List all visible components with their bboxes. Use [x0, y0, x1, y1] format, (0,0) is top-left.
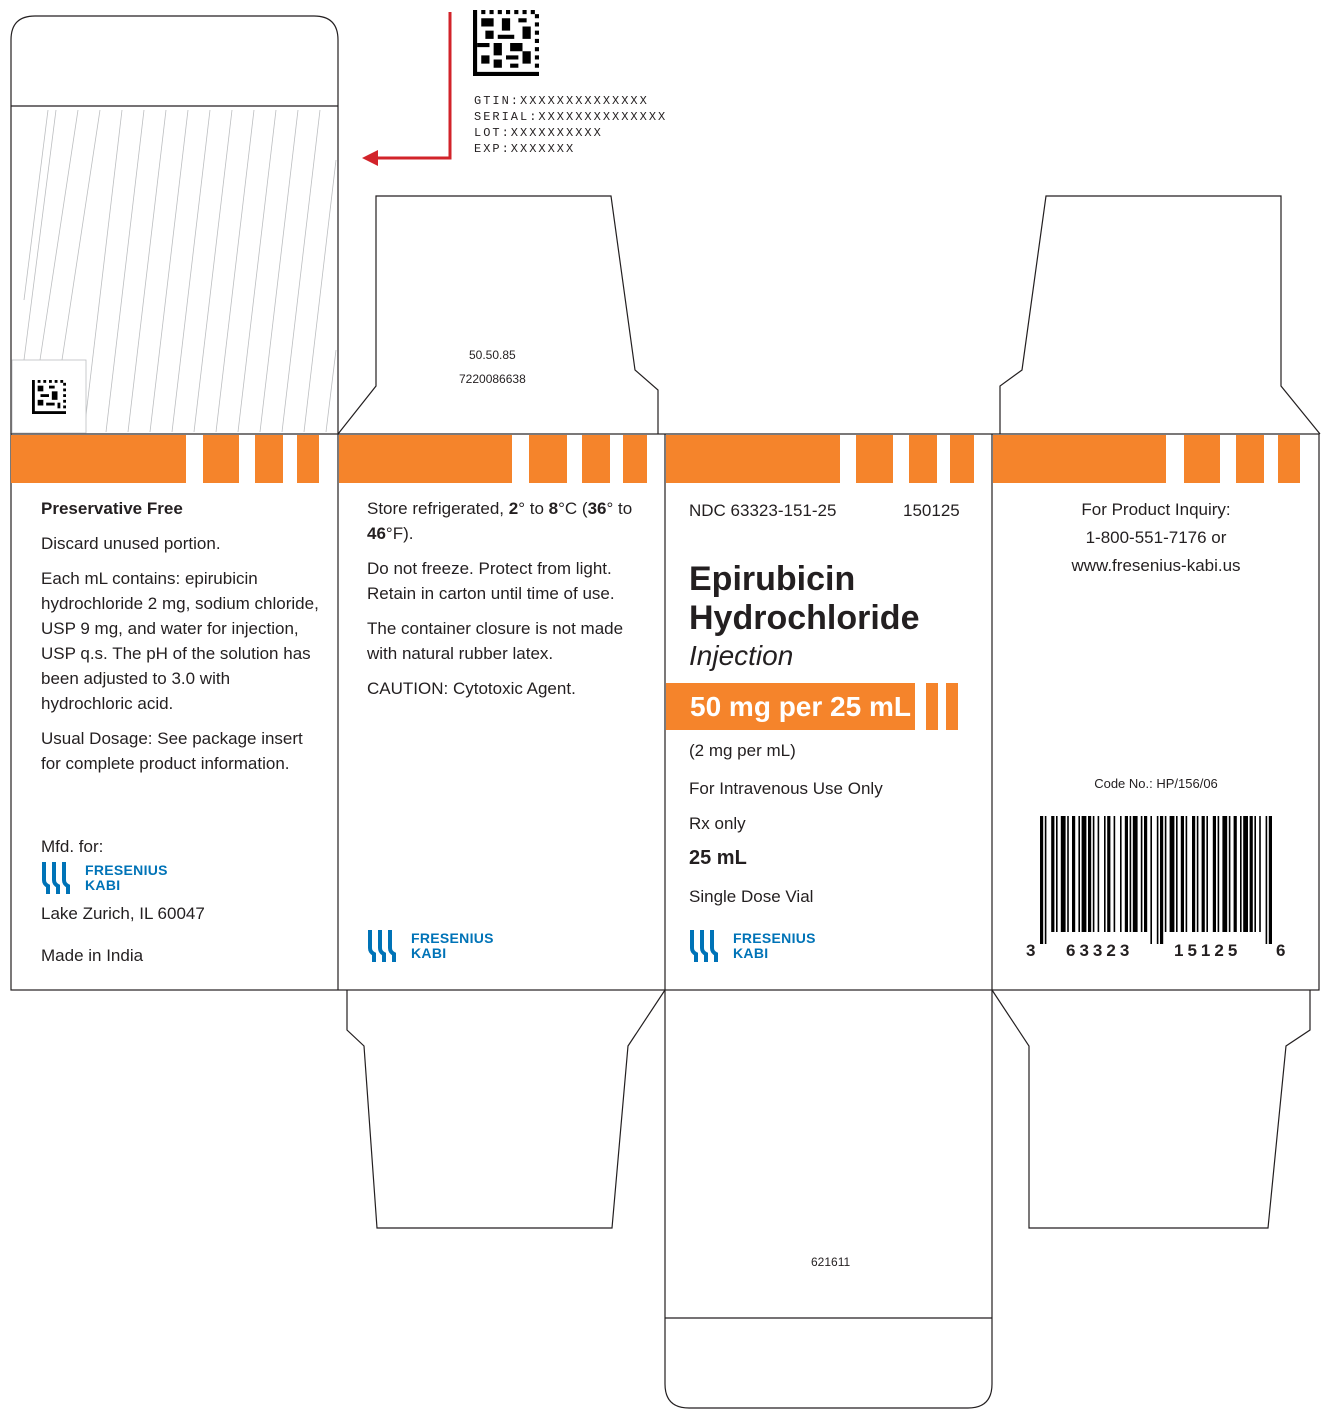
caution-text: CAUTION: Cytotoxic Agent.	[367, 679, 576, 698]
flap-code-1: 50.50.85	[469, 348, 516, 362]
strength-stripe	[926, 683, 938, 730]
barcode-digit-system: 3	[1026, 941, 1037, 960]
inquiry-phone: 1-800-551-7176 or	[1085, 528, 1227, 547]
bottom-flap-code: 621611	[811, 1255, 851, 1269]
contents-text: Each mL contains: epirubicin hydrochloride 2 mg, sodium chloride, USP 9 mg, and water for injection, USP q.s. The pH of the solution has been adjusted to 3.0 with hydrochloric acid.	[41, 569, 319, 713]
gtin-text: GTIN:XXXXXXXXXXXXXX	[474, 94, 649, 108]
barcode-digits-right: 15125	[1174, 941, 1242, 960]
small-datamatrix-code	[32, 380, 66, 414]
serialization-block	[474, 93, 667, 157]
product-title	[689, 560, 919, 638]
latex-text: The container closure is not made with natural rubber latex.	[367, 619, 624, 663]
route-text: For Intravenous Use Only	[689, 779, 883, 798]
made-in-text: Made in India	[41, 946, 144, 965]
side-panel-storage	[367, 496, 647, 711]
exp-text: EXP:XXXXXXX	[474, 142, 576, 156]
ndc-number: NDC 63323-151-25	[689, 501, 837, 520]
mfd-for-label: Mfd. for:	[41, 837, 104, 856]
manufacturer-address: Lake Zurich, IL 60047	[41, 904, 205, 923]
fresenius-logo-icon	[41, 860, 75, 896]
barcode-digit-check: 6	[1276, 941, 1287, 960]
dosage-form: Injection	[689, 640, 794, 671]
strength-label: 50 mg per 25 mL	[666, 683, 915, 730]
strength-stripe	[946, 683, 958, 730]
preservative-free-heading: Preservative Free	[41, 499, 183, 518]
concentration-text: (2 mg per mL)	[689, 741, 796, 760]
title-line-1: Epirubicin	[689, 560, 856, 598]
fresenius-logo-icon	[689, 928, 723, 964]
dosage-text: Usual Dosage: See package insert for complete product information.	[41, 729, 303, 773]
fresenius-logo	[41, 860, 168, 896]
product-inquiry-block	[993, 496, 1319, 580]
brand-line-1: FRESENIUS	[733, 930, 816, 946]
title-line-2: Hydrochloride	[689, 599, 920, 637]
vial-type-text: Single Dose Vial	[689, 887, 814, 906]
brand-line-1: FRESENIUS	[85, 862, 168, 878]
serial-text: SERIAL:XXXXXXXXXXXXXX	[474, 110, 668, 124]
fresenius-logo	[689, 928, 816, 964]
discard-text: Discard unused portion.	[41, 534, 221, 553]
volume-text: 25 mL	[689, 847, 747, 869]
product-code: 150125	[903, 501, 960, 520]
brand-line-1: FRESENIUS	[411, 930, 494, 946]
brand-line-2: KABI	[411, 945, 447, 961]
upc-barcode	[1040, 816, 1272, 944]
lot-text: LOT:XXXXXXXXXX	[474, 126, 603, 140]
brand-line-2: KABI	[733, 945, 769, 961]
fresenius-logo	[367, 928, 494, 964]
inquiry-label: For Product Inquiry:	[1081, 500, 1231, 519]
arrow-indicator	[372, 12, 450, 158]
fresenius-logo-icon	[367, 928, 401, 964]
barcode-digits-left: 63323	[1066, 941, 1134, 960]
flap-code-2: 7220086638	[459, 372, 526, 386]
brand-line-2: KABI	[85, 877, 121, 893]
code-number: Code No.: HP/156/06	[1094, 776, 1218, 791]
storage-text: Store refrigerated, 2° to 8°C (36° to 46°F).	[367, 499, 633, 543]
datamatrix-code	[473, 10, 539, 76]
rx-only-text: Rx only	[689, 814, 746, 833]
inquiry-website: www.fresenius-kabi.us	[1071, 556, 1241, 575]
freeze-text: Do not freeze. Protect from light. Retain in carton until time of use.	[367, 559, 615, 603]
side-panel-ingredients	[41, 496, 321, 786]
